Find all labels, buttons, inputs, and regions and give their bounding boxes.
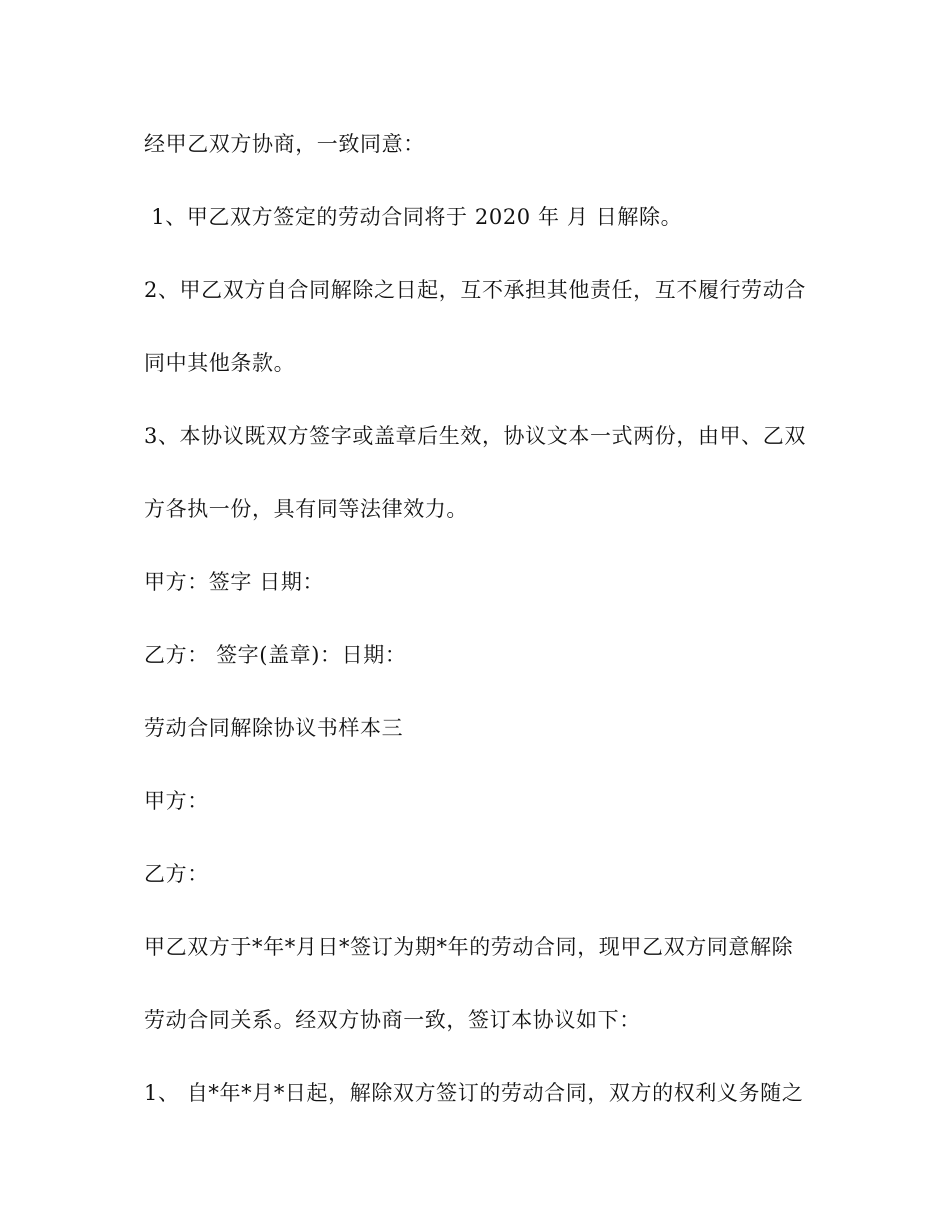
text-line-clause-2-cont: 同中其他条款。 (144, 351, 296, 375)
text-line-party-a: 甲方： (144, 789, 209, 813)
text-line-party-a-signature: 甲方：签字 日期： (144, 570, 325, 594)
text-line-sample-three-clause-1: 1、 自*年*月*日起，解除双方签订的劳动合同，双方的权利义务随之 (144, 1081, 804, 1105)
text-line-party-b-signature: 乙方： 签字(盖章)：日期： (144, 643, 407, 667)
text-line-party-b: 乙方： (144, 862, 209, 886)
section-title-sample-three: 劳动合同解除协议书样本三 (144, 716, 404, 740)
text-line-clause-3: 3、本协议既双方签字或盖章后生效，协议文本一式两份，由甲、乙双 (144, 424, 806, 448)
text-line-clause-1: 1、甲乙双方签定的劳动合同将于 2020 年 月 日解除。 (144, 205, 683, 229)
text-line-clause-2: 2、甲乙双方自合同解除之日起，互不承担其他责任，互不履行劳动合 (144, 278, 806, 302)
text-line-clause-3-cont: 方各执一份，具有同等法律效力。 (144, 497, 468, 521)
text-line-contract-intro-cont: 劳动合同关系。经双方协商一致，签订本协议如下： (144, 1008, 641, 1032)
text-line-agreement-intro: 经甲乙双方协商，一致同意： (144, 132, 425, 156)
text-line-contract-intro: 甲乙双方于*年*月日*签订为期*年的劳动合同，现甲乙双方同意解除 (144, 935, 794, 959)
